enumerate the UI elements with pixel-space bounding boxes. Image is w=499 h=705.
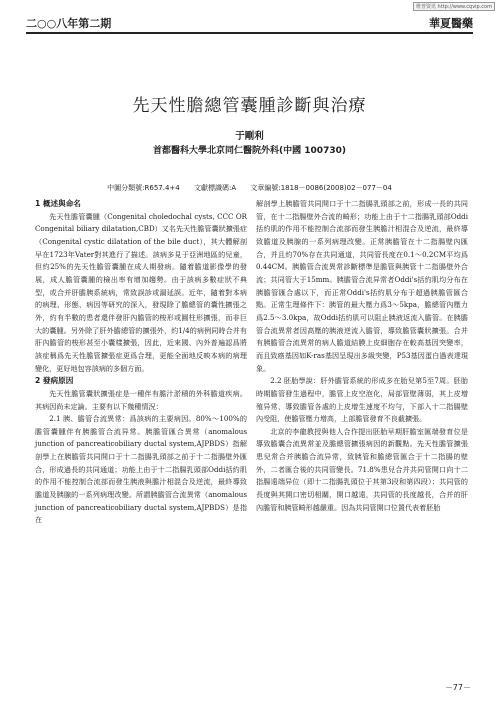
issue-label: 二○○八年第二期 <box>26 17 112 30</box>
article-author: 于剛利 <box>235 131 264 142</box>
document-code: 文獻標識碼:A <box>193 184 237 192</box>
right-paragraph-1: 解剖學上胰膽管共同開口于十二指腸乳頭部之前，形成一長的共同管，在十二指腸壁外合流的畸形；功能上由于十二指腸乳頭部Oddi括約肌的作用不能控制合流部而發生胰膽汁相混合及逆流，最終導致膽道及胰腺的一系列病理改變。正常胰膽管在十二指腸壁內匯合，并且約70%存在共同通道，共同管長度在0.1～0.2CM平均爲0.44CM。胰膽管合流異常診斷標準是膽管與胰管十二指腸壁外合流；共同管大于15mm。胰膽管合流异常者Oddi's括約肌均分布在胰膽管匯合處以下，而正常Oddi's括約肌分布于超過胰膽管匯合點。正常生理條件下：胰管的最大壓力爲3～5kpa，膽總管內壓力爲2.5～3.0kpa，故Oddi括約肌可以阻止胰液返流入膽管。在胰膽管合流異常者因高壓的胰液逆流入膽管，導致膽管囊狀擴張。合并有胰膽管合流異常的病人膽道結膜上皮細胞存在較高基因突變率，而且致癌基因如K-ras基因呈現出多級突變，P53基因蛋白過表達現象。 <box>256 199 468 373</box>
right-column <box>256 198 468 514</box>
article-number: 文章編號:1818－0086(2008)02－077－04 <box>250 184 392 192</box>
section-heading-1: 1 概述與命名 <box>35 199 81 208</box>
journal-name: 華夏醫藥 <box>429 17 473 30</box>
watermark-stamp: 维普资讯 http://www.cqvip.com <box>413 2 495 11</box>
right-paragraph-3: 北京的李龍教授與他人合作提出胚胎早期肝膽室匯端發育位是導致膽囊合流異常並及膽總管擴張病因的新觀點。先天性膽管擴張患兒常合并胰膽合流异常，致胰管和膽總管匯合于十二指腸的壁外，二者匯合後的共同管變長。71.8%患兒合并共同管開口向十二指腸遠端异位（即十二指腸乳頭位于其第3段和第四段）；共同管的長度與其開口密切相關，開口越遠，共同管的長度越長，合并的肝內膽管和胰管畸形越嚴重。因為共同管開口位置代表着胚胎 <box>256 426 468 512</box>
article-affiliation: 首都醫科大學北京同仁醫院外科(中國 100730) <box>153 146 346 156</box>
page-header <box>26 14 473 34</box>
left-column <box>35 198 247 527</box>
section-2-1-paragraph: 2.1 胰、膽管合流異常：爲該病的主要病因。80%～100%的膽管囊腫伴有胰膽管合流异常。胰膽管匯合異常（anomalous junction of pancreaticobiliary ductal system,AJPBDS）指解剖學上在胰膽管共同開口于十二指腸乳頭部之前于十二指腸壁外匯合，形成過長的共同通道；功能上由于十二指腸乳頭部Oddi括約肌的作用不能控制合流部而發生胰液與膽汁相混合及逆流，最終導致膽道及胰腺的一系列病理改變。所謂胰膽管合流異常（anomalous junction of pancreaticobiliary ductal system,AJPBDS）是指在 <box>35 414 247 525</box>
clc-number: 中圖分類號:R657.4+4 <box>107 184 180 192</box>
page-number: －77－ <box>444 683 471 692</box>
section-2-2-paragraph: 2.2 胚胎學說：肝外膽管系統的形成多在胎兒第5至7周。胚胎時期膽管發生過程中，膽管上皮空泡化，局部管壁薄弱，其上皮增殖异常，導致膽管各處的上皮增生速度不均勻，下部入十二指腸壁內受阻，使膽管壓力增高，上部膽管發育不良截擴張。 <box>256 376 468 424</box>
section-2-intro-paragraph: 先天性膽管囊狀擴張症是一種伴有膽汁淤積的外科膽道疾病。其病因尚未定論。主要有以下幾種情況： <box>35 388 247 411</box>
section-heading-2: 2 發病原因 <box>35 376 74 386</box>
article-meta <box>30 183 469 193</box>
section-1-paragraph: 先天性膽管囊腫（Congenital choledochal cysts, CCC OR Congenital biliary dilatation,CBD）又名先天性膽管囊狀擴張症（Congenital cystic dilatation of the bile duct），其大體解剖早在1723年Vater對其進行了描述。該病多見于亞洲地區的兒童，但約25%的先天性膽管囊腫在成人期發病。隨着膽道影像學的發展，成人膽管囊腫的檢出率有增加趨勢。由于該病多數症狀不典型，或合并肝膽胰系統病，常致誤診或漏延誤。近年，隨着對本病的病理、形態、病因等研究的深入，發現除了膽總管的囊性擴張之外，約有半數的患者還伴發肝內膽管的梭形或圓柱形擴張，而非巨大的囊腫。另外除了肝外膽總管的擴張外，約1/4的病例同時合并有肝內膽管的梭形甚至小囊樣擴張，因此，近來國、內外普遍認爲將該症稱爲先天性膽管擴張症更爲合理，更能全面地反映本病的病理變化，更好地包容該病的多個方面。 <box>35 211 247 373</box>
article-title: 先天性膽總管囊腫診斷與治療 <box>132 96 367 116</box>
